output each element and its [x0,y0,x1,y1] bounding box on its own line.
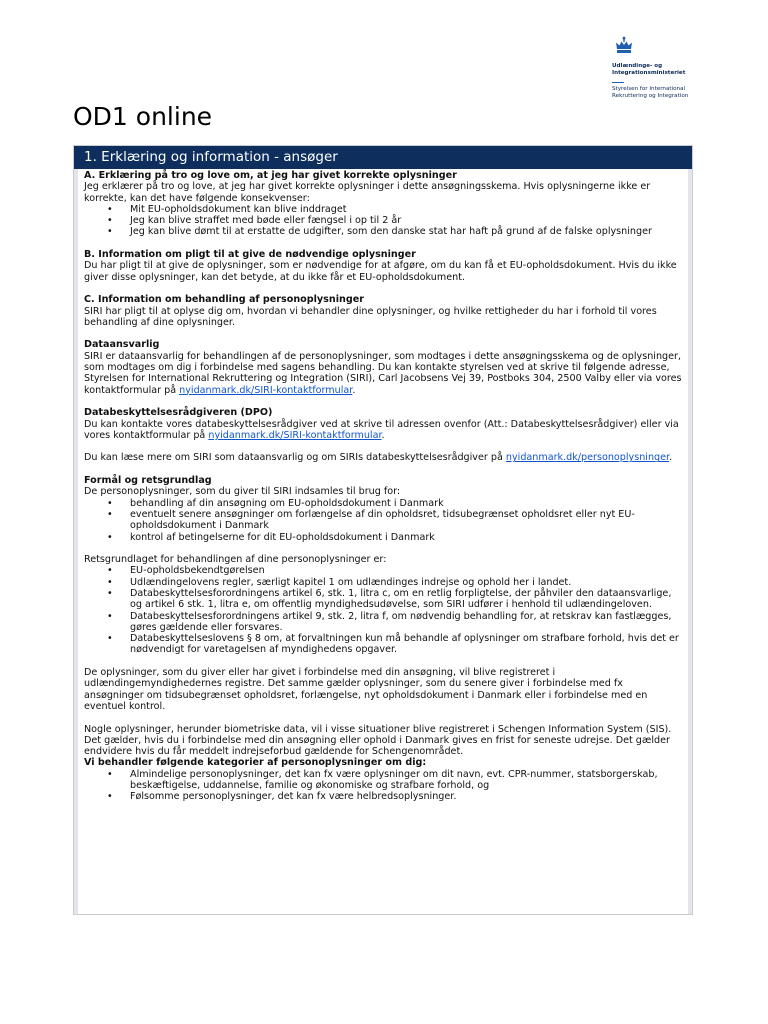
section-content [74,169,692,803]
dpo-text-body: Du kan kontakte vores databeskyttelsesrådgiver ved at skrive til adressen ovenfor (Att.: Databeskyttelsesrådgiver) eller via vores kontaktformular på [84,418,679,441]
contact-form-link[interactable]: nyidanmark.dk/SIRI-kontaktformular [179,384,353,396]
list-item: • Databeskyttelsesforordningens artikel 9, stk. 2, litra f, om nødvendig behandling for, at retskrav kan fastlægges, gøres gældende eller forsvares. [130,611,682,634]
list-item: • Databeskyttelsesforordningens artikel 6, stk. 1, litra c, om en retlig forpligtelse, der påhviler den dataansvarlige, og artikel 6 stk. 1, litra e, om offentlig myndighedsudøvelse, som SIRI udfører i henhold til udlændingeloven. [130,588,682,611]
read-more-end: . [669,452,673,464]
logo-agency-name: Styrelsen for International Rekruttering og Integration [612,86,689,99]
dpo-contact-form-link[interactable]: nyidanmark.dk/SIRI-kontaktformular [208,429,382,441]
crown-icon [614,36,634,56]
heading-duty: B. Information om pligt til at give de nødvendige oplysninger [84,249,416,261]
section-header: 1. Erklæring og information - ansøger [74,146,692,169]
personal-data-link[interactable]: nyidanmark.dk/personoplysninger [505,452,670,464]
controller-text [84,351,682,396]
purpose-text: De personoplysninger, som du giver til SIRI indsamles til brug for: [84,486,401,498]
purpose-list [84,498,682,543]
legal-basis-text: Retsgrundlaget for behandlingen af dine personoplysninger er: [84,554,387,566]
heading-declaration: A. Erklæring på tro og love om, at jeg har givet korrekte oplysninger [84,170,457,181]
heading-processing: C. Information om behandling af personoplysninger [84,294,364,306]
heading-purpose: Formål og retsgrundlag [84,475,212,487]
registration-text: De oplysninger, som du giver eller har givet i forbindelse med din ansøgning, vil blive registreret i udlændingemyndighedernes registre. Det samme gælder oplysninger, som du senere giver i forbindelse med fx ansøgninger om tidsubegrænset opholdsret, forlængelse, nyt opholdsdokument i Danmark eller i forbindelse med en eventuel kontrol. [84,667,648,712]
categories-list [84,769,682,803]
dpo-text [84,419,682,442]
list-item: • kontrol af betingelserne for dit EU-opholdsdokument i Danmark [130,532,682,543]
read-more-text [84,452,682,463]
page-title: OD1 online [73,102,213,131]
list-item: • EU-opholdsbekendtgørelsen [130,565,682,576]
list-item: • Udlændingelovens regler, særligt kapitel 1 om udlændinges indrejse og ophold her i landet. [130,577,682,588]
legal-basis-list [84,565,682,655]
list-item: • Jeg kan blive dømt til at erstatte de udgifter, som den danske stat har haft på grund af de falske oplysninger [130,226,682,237]
sis-text: Nogle oplysninger, herunder biometriske data, vil i visse situationer blive registreret i Schengen Information System (SIS). Det gælder, hvis du i forbindelse med din ansøgning eller ophold i Danmark gives en frist for seneste udrejse. Det gælder endvidere hvis du får meddelt indrejseforbud gældende for Schengenområdet. [84,723,672,758]
list-item: • Jeg kan blive straffet med bøde eller fængsel i op til 2 år [130,215,682,226]
list-item: • Databeskyttelseslovens § 8 om, at forvaltningen kun må behandle af oplysninger om strafbare forhold, hvis det er nødvendigt for varetagelsen af myndighedens opgaver. [130,633,682,656]
heading-dpo: Databeskyttelsesrådgiveren (DPO) [84,407,273,419]
processing-text: SIRI har pligt til at oplyse dig om, hvordan vi behandler dine oplysninger, og hvilke rettigheder du har i forhold til vores behandling af dine oplysninger. [84,305,657,328]
list-item: • Følsomme personoplysninger, det kan fx være helbredsoplysninger. [130,791,682,802]
list-item: • Almindelige personoplysninger, det kan fx være oplysninger om dit navn, evt. CPR-nummer, statsborgerskab, beskæftigelse, uddannelse, familie og økonomiske og strafbare forhold, og [130,769,682,792]
declaration-section [73,145,693,915]
logo-ministry-name: Udlændinge- og Integrationsministeriet [612,63,686,76]
ministry-logo [612,36,712,100]
controller-text-end: . [352,384,356,396]
duty-text: Du har pligt til at give de oplysninger, som er nødvendige for at afgøre, om du kan få et EU-opholdsdokument. Hvis du ikke giver disse oplysninger, kan det betyde, at du ikke får et EU-opholdsdokument. [84,260,677,283]
consequences-list [84,204,682,238]
list-item: • eventuelt senere ansøgninger om forlængelse af din opholdsret, tidsubegrænset opholdsret eller nyt EU-opholdsdokument i Danmark [130,509,682,532]
declaration-text: Jeg erklærer på tro og love, at jeg har givet korrekte oplysninger i dette ansøgningsskema. Hvis oplysningerne ikke er korrekte, kan det have følgende konsekvenser: [84,181,651,204]
heading-controller: Dataansvarlig [84,339,160,351]
list-item: • behandling af din ansøgning om EU-opholdsdokument i Danmark [130,498,682,509]
read-more-body: Du kan læse mere om SIRI som dataansvarlig og om SIRIs databeskyttelsesrådgiver på [84,452,506,464]
dpo-text-end: . [381,429,385,441]
heading-categories: Vi behandler følgende kategorier af personoplysninger om dig: [84,757,427,769]
controller-text-body: SIRI er dataansvarlig for behandlingen af de personoplysninger, som modtages i dette ansøgningsskema og de oplysninger, som modtages om dig i forbindelse med sagens behandling. Du kan kontakte styrelsen ved at skrive til følgende adresse, Styrelsen for International Rekruttering og Integration (SIRI), Carl Jacobsens Vej 39, Postboks 304, 2500 Valby eller via vores kontaktformular på [84,350,682,396]
list-item: • Mit EU-opholdsdokument kan blive inddraget [130,204,682,215]
logo-divider [612,82,624,83]
